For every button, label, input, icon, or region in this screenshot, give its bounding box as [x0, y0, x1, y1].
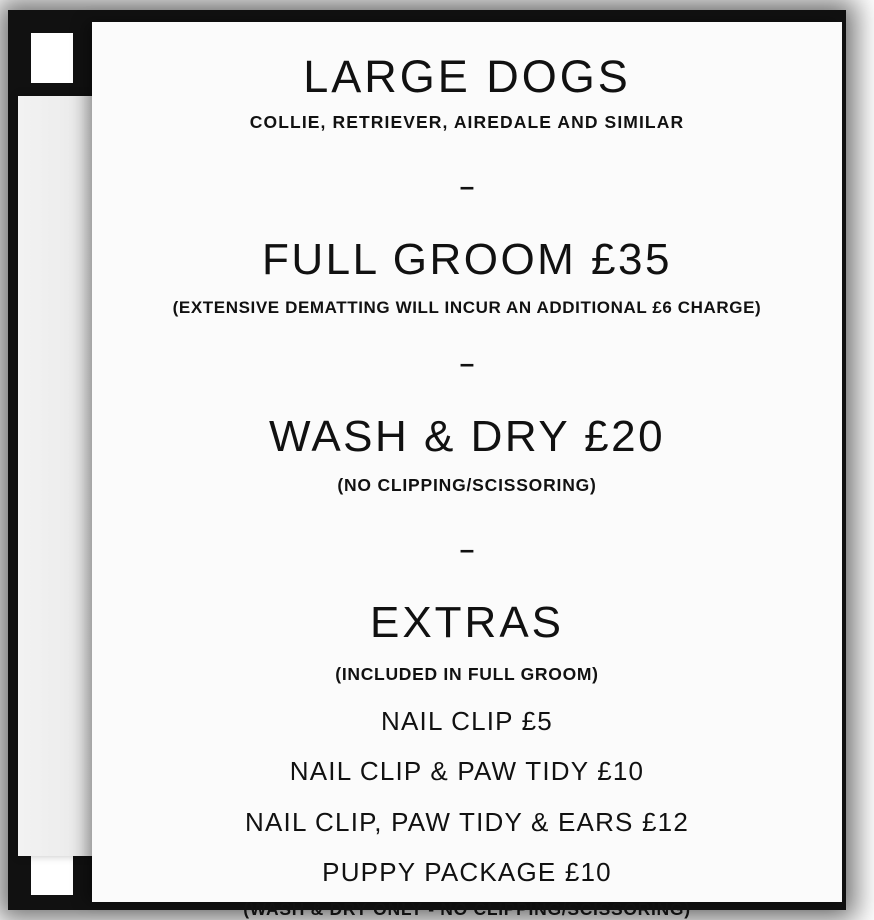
divider-dash: – [459, 534, 475, 565]
film-sprocket-top [31, 33, 73, 83]
list-item: NAIL CLIP & PAW TIDY £10 [289, 756, 645, 787]
service-note: (NO CLIPPING/SCISSORING) [337, 475, 597, 496]
list-item: NAIL CLIP, PAW TIDY & EARS £12 [245, 806, 689, 837]
service-full-groom [92, 236, 842, 318]
extras-list [92, 707, 842, 887]
extras-heading: EXTRAS [369, 598, 565, 648]
divider-dash: – [459, 170, 475, 201]
service-note: (EXTENSIVE DEMATTING WILL INCUR AN ADDITIONAL £6 CHARGE) [172, 297, 762, 317]
list-item: NAIL CLIP £5 [381, 705, 553, 736]
extras-note: (INCLUDED IN FULL GROOM) [335, 663, 599, 684]
divider-1 [92, 170, 842, 201]
divider-3 [92, 536, 842, 563]
divider-2 [92, 347, 842, 378]
price-card [92, 22, 842, 920]
price-card-content [92, 22, 842, 920]
list-item: PUPPY PACKAGE £10 [322, 857, 612, 888]
page-behind [18, 96, 100, 856]
service-wash-and-dry [92, 413, 842, 496]
extras-footnote: (WASH & DRY ONLY - NO CLIPPING/SCISSORING) [243, 899, 691, 920]
service-name: WASH & DRY £20 [268, 411, 666, 461]
service-name: FULL GROOM £35 [262, 234, 672, 284]
divider-dash: – [459, 347, 475, 378]
page-title: LARGE DOGS [303, 51, 631, 102]
extras-section [92, 599, 842, 920]
page-subtitle: COLLIE, RETRIEVER, AIREDALE AND SIMILAR [249, 111, 685, 132]
